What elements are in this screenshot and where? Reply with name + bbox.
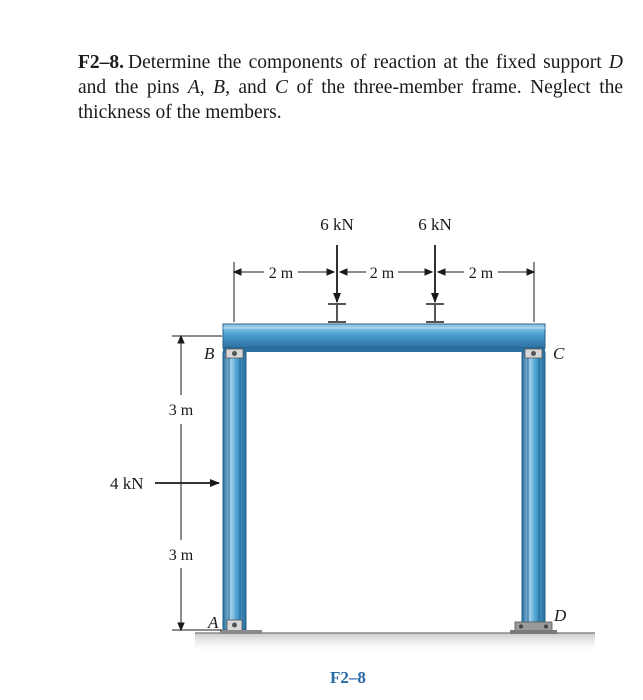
- side-load-label: 4 kN: [110, 474, 144, 493]
- fixed-support-d: [510, 622, 557, 634]
- var-c: C: [275, 77, 289, 98]
- dim-2-label: 2 m: [369, 265, 395, 282]
- ground: [195, 633, 595, 653]
- label-b: B: [204, 344, 215, 363]
- problem-text-2: and the pins: [78, 77, 188, 98]
- load-left-label: 6 kN: [320, 215, 354, 234]
- label-c: C: [553, 344, 565, 363]
- pin-b: [226, 349, 243, 358]
- dim-1-label: 2 m: [268, 265, 294, 282]
- label-d: D: [554, 606, 567, 625]
- load-hanger-right: [426, 304, 444, 322]
- problem-number: F2–8.: [78, 52, 125, 73]
- pin-c: [525, 349, 542, 358]
- var-a: A: [187, 77, 200, 98]
- problem-text-3: ,: [199, 77, 214, 98]
- figure-caption: F2–8: [330, 668, 366, 687]
- var-b: B: [213, 77, 226, 98]
- beam-bc: [223, 324, 545, 352]
- problem-text-4: , and: [225, 77, 276, 98]
- load-right-label: 6 kN: [418, 215, 452, 234]
- column-ab: [223, 352, 246, 630]
- column-cd: [522, 352, 545, 630]
- dim-3-label: 2 m: [468, 265, 494, 282]
- dim-lower-label: 3 m: [168, 547, 194, 564]
- load-hanger-left: [328, 304, 346, 322]
- problem-text-5: of the three-member frame. Neglect the thickness of the members.: [78, 77, 624, 123]
- dim-upper-label: 3 m: [168, 402, 194, 419]
- var-d: D: [608, 52, 623, 73]
- label-a: A: [208, 613, 219, 632]
- problem-text-1: Determine the components of reaction at the fixed support: [128, 52, 609, 73]
